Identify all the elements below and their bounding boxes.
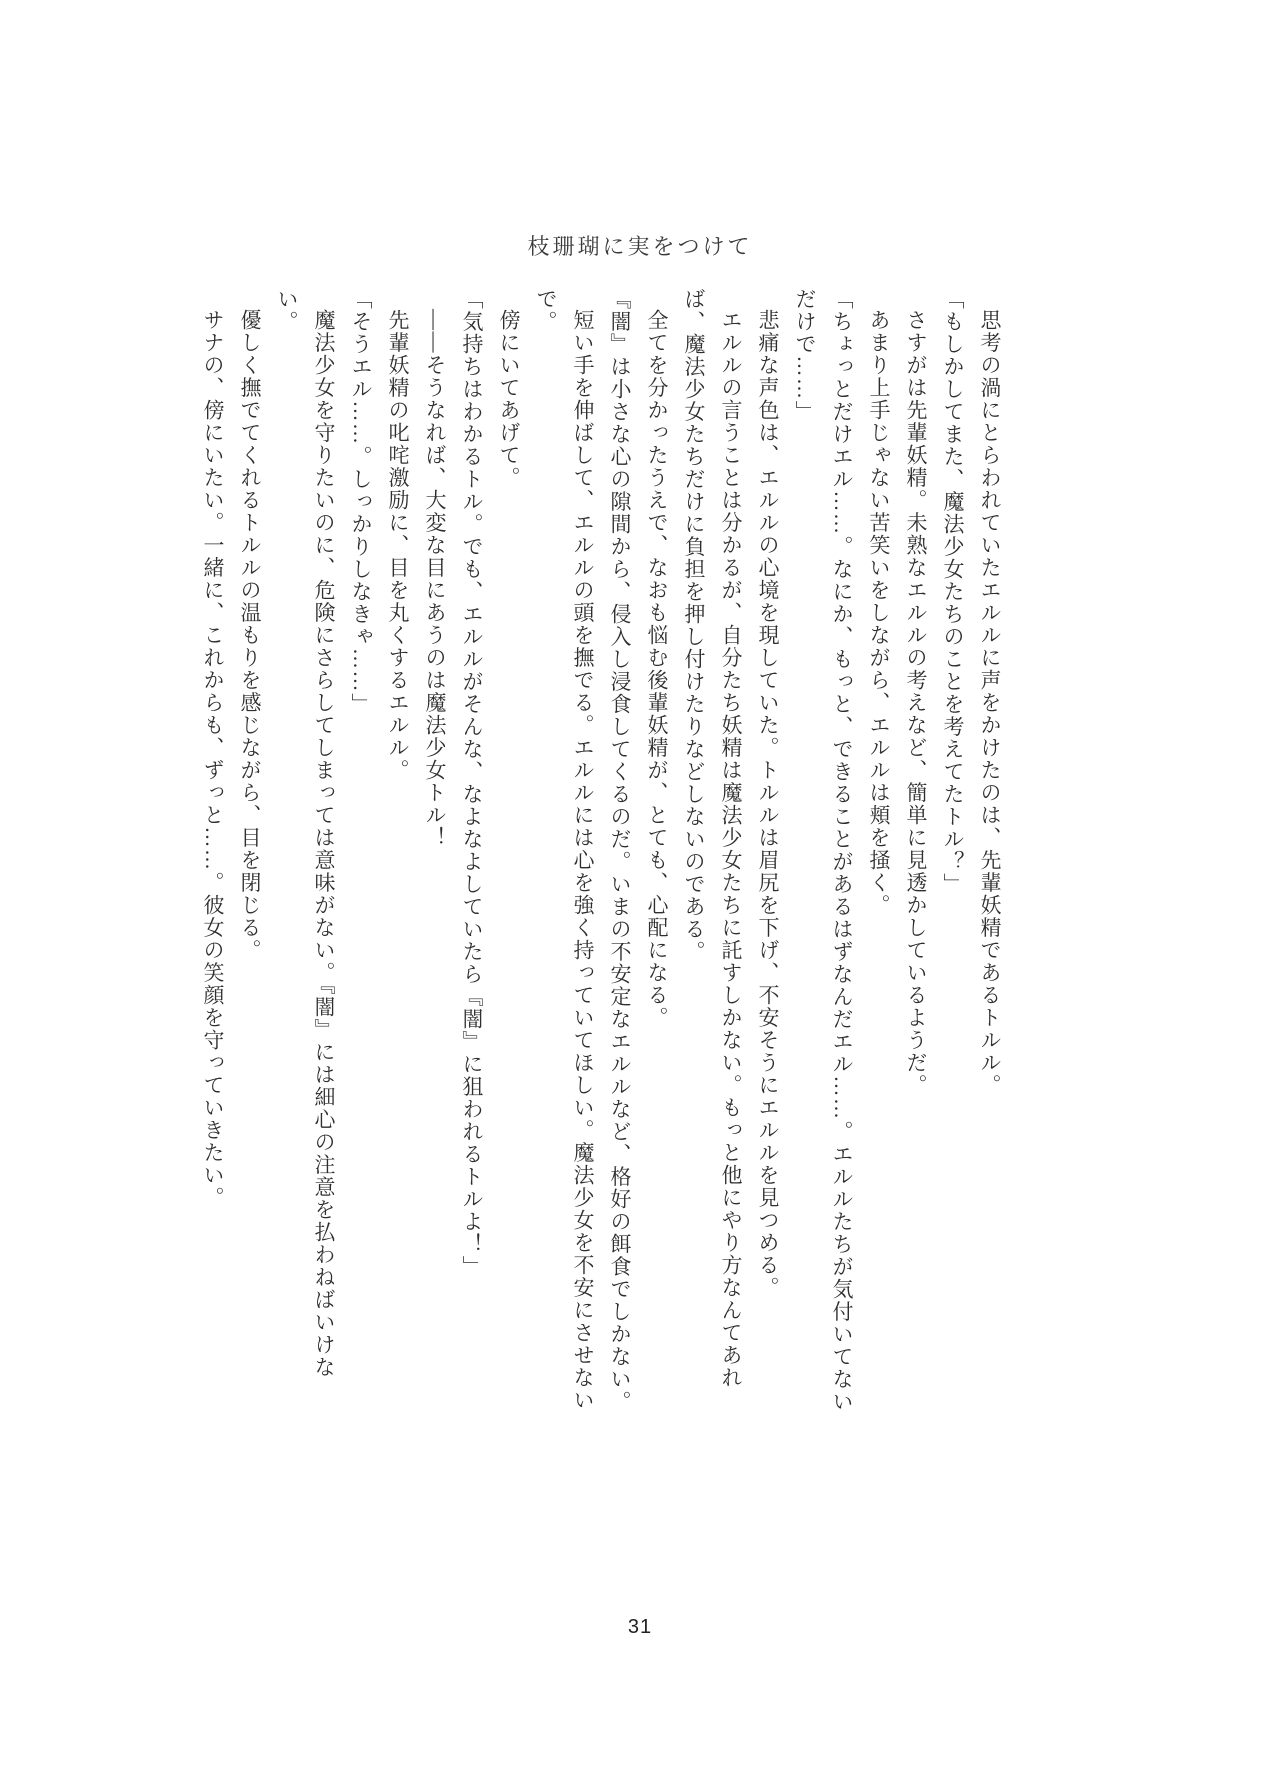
paragraph: 先輩妖精の叱咤激励に、目を丸くするエルル。 [386, 309, 410, 782]
paragraph: エルルの言うことは分かるが、自分たち妖精は魔法少女たちに託すしかない。もっと他にやり方なんてあれば、魔法少女たちだけに負担を押し付けたりなどしないのである。 [682, 288, 743, 1389]
paragraph: 傍にいてあげて。 [497, 309, 521, 489]
paragraph: さすがは先輩妖精。未熟なエルルの考えなど、簡単に見透かしているようだ。 [904, 309, 928, 1097]
paragraph: 「気持ちはわかるトル。でも、エルルがそんな、なよなよしていたら『闇』に狙われるトルよ！」 [460, 288, 484, 1278]
paragraph: サナの、傍にいたい。一緒に、これからも、ずっと……。彼女の笑顔を守っていきたい。 [201, 309, 225, 1209]
body-text [194, 288, 1008, 1420]
paragraph: 『闇』は小さな心の隙間から、侵入し浸食してくるのだ。いまの不安定なエルルなど、格好の餌食でしかない。 [608, 288, 632, 1413]
page-header-title: 枝珊瑚に実をつけて [527, 234, 753, 259]
paragraph: 「もしかしてまた、魔法少女たちのことを考えてたトル？」 [941, 288, 965, 896]
paragraph: 魔法少女を守りたいのに、危険にさらしてしまっては意味がない。『闇』には細心の注意を払わねばいけない。 [275, 288, 336, 1379]
paragraph: 思考の渦にとらわれていたエルルに声をかけたのは、先輩妖精であるトルル。 [978, 309, 1002, 1097]
paragraph: 「ちょっとだけエル……。なにか、もっと、できることがあるはずなんだエル……。エルルたちが気付いてないだけで……」 [793, 288, 854, 1413]
paragraph: ――そうなれば、大変な目にあうのは魔法少女トル！ [423, 309, 447, 849]
paragraph: 優しく撫でてくれるトルルの温もりを感じながら、目を閉じる。 [238, 309, 262, 962]
page-number: 31 [627, 1616, 653, 1638]
paragraph: 短い手を伸ばして、エルルの頭を撫でる。エルルには心を強く持っていてほしい。魔法少女を不安にさせないで。 [534, 288, 595, 1412]
paragraph: 全てを分かったうえで、なおも悩む後輩妖精が、とても、心配になる。 [645, 309, 669, 1029]
paragraph: 悲痛な声色は、エルルの心境を現していた。トルルは眉尻を下げ、不安そうにエルルを見つめる。 [756, 309, 780, 1299]
paragraph: あまり上手じゃない苦笑いをしながら、エルルは頬を掻く。 [867, 309, 891, 917]
paragraph: 「そうエル……。しっかりしなきゃ……」 [349, 288, 373, 716]
